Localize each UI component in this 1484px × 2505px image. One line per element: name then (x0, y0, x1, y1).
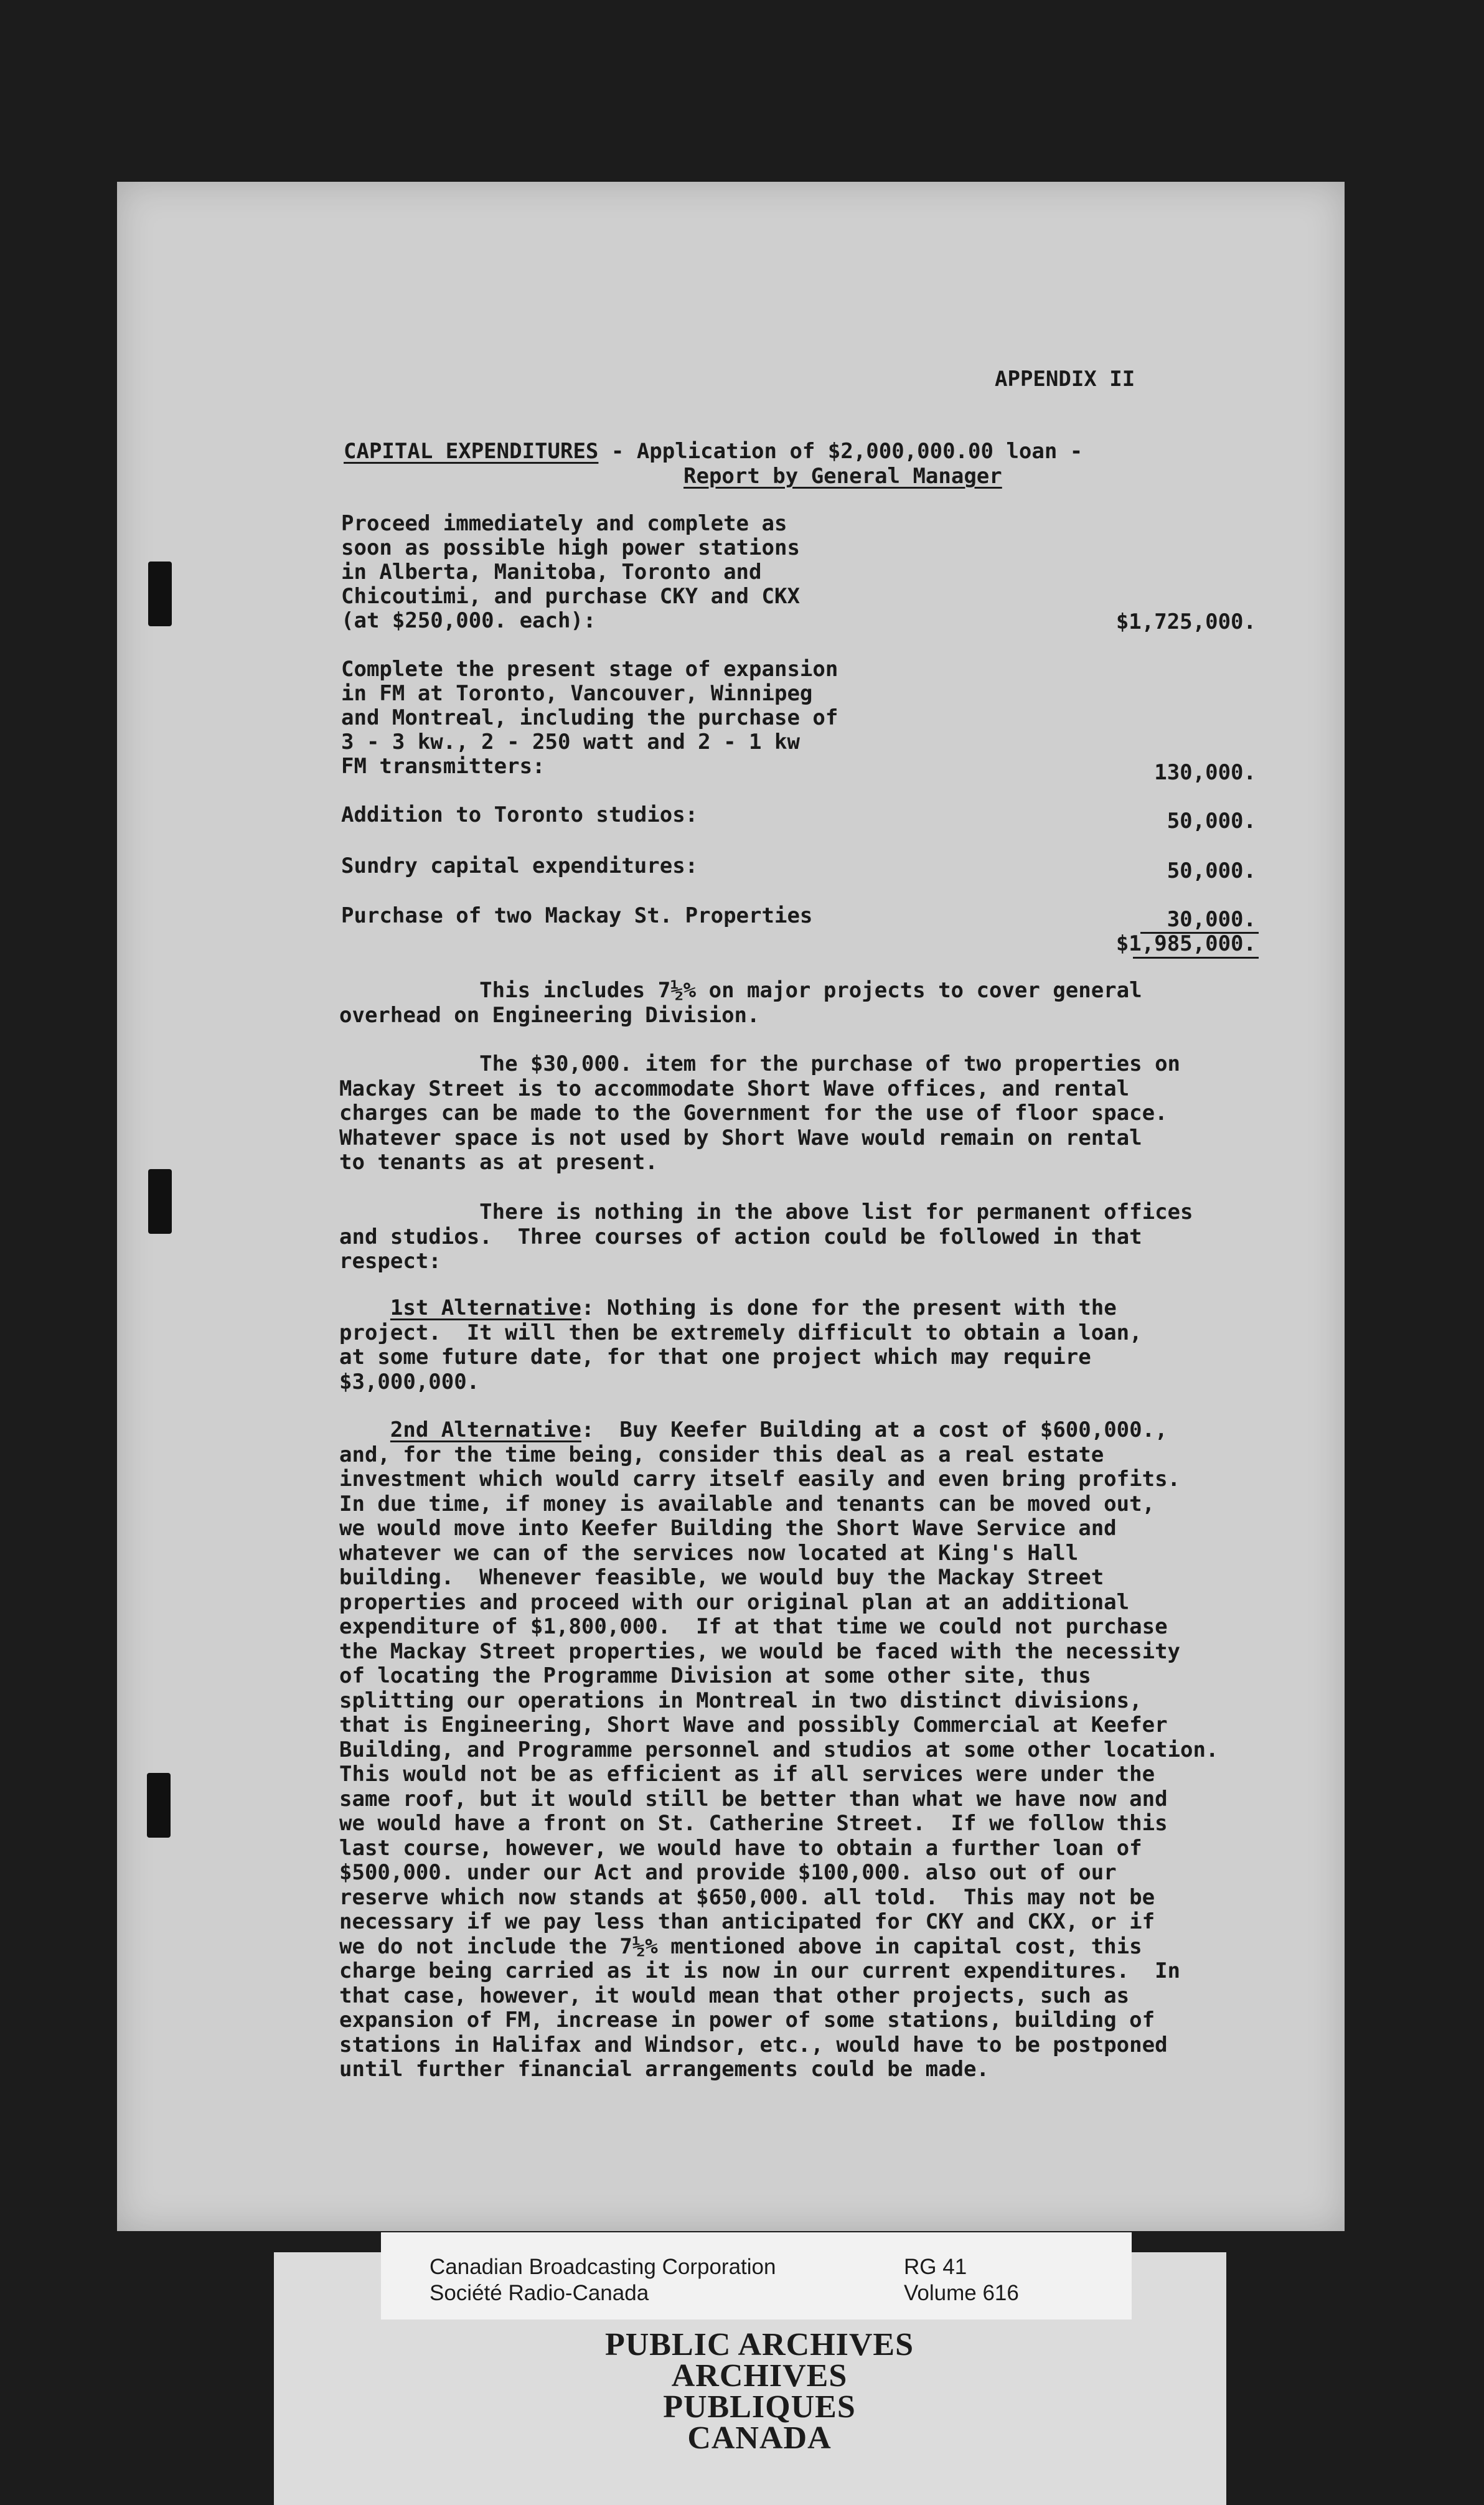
item-amount-4: 50,000. (1167, 858, 1256, 883)
heading-title: CAPITAL EXPENDITURES (344, 439, 599, 464)
item-description: Addition to Toronto studios: (341, 802, 698, 827)
alternative-1-text: : Nothing is done for the present with the project. It will then be extremely difficult to obtain a loan, at some future date, for that one project which may require $3,000,000. (339, 1295, 1142, 1394)
appendix-label: APPENDIX II (995, 367, 1135, 392)
paragraph-courses: There is nothing in the above list for permanent offices and studios. Three courses of action could be followed in that respect: (339, 1200, 1193, 1274)
item-amount-1: $1,725,000. (1115, 609, 1256, 634)
item-amount-2: 130,000. (1154, 760, 1256, 785)
stamp-line-1: PUBLIC ARCHIVES (604, 2327, 914, 2362)
punch-hole-middle (148, 1169, 172, 1234)
expenditure-item-5 (341, 904, 812, 928)
paragraph-mackay: The $30,000. item for the purchase of two properties on Mackay Street is to accommodate Short Wave offices, and rental charges can be made to the Government for the use of floor space. Whatever space is not used by Short Wave would remain on rental to tenants as at present. (339, 1051, 1181, 1175)
stamp-line-2: ARCHIVES PUBLIQUES (663, 2358, 856, 2425)
heading-subtitle-part1: - Application of $2,000,000.00 loan - (598, 439, 1083, 464)
archive-org-french: Société Radio-Canada (430, 2281, 649, 2305)
paragraph-overhead: This includes 7½% on major projects to cover general overhead on Engineering Division. (339, 978, 1142, 1028)
total-amount: $1,985,000. (1115, 931, 1256, 956)
expenditure-item-3 (341, 803, 698, 827)
item-description: Proceed immediately and complete as soon as possible high power stations in Alberta, Manitoba, Toronto and Chicoutimi, and purchase CKY and CKX (at $250,000. each): (341, 511, 800, 633)
item-description: Complete the present stage of expansion in FM at Toronto, Vancouver, Winnipeg and Montreal, including the purchase of 3 - 3 kw., 2 - 250 watt and 2 - 1 kw FM transmitters: (341, 657, 838, 779)
archive-org-english: Canadian Broadcasting Corporation (430, 2255, 776, 2279)
paragraph-alternative-1 (339, 1296, 1310, 1394)
archive-record-group: RG 41 (904, 2255, 967, 2279)
item-amount-5: 30,000. (1167, 907, 1256, 932)
total-underline (1133, 957, 1259, 959)
alternative-1-label: 1st Alternative (390, 1295, 581, 1320)
expenditure-item-1 (341, 512, 800, 633)
stamp-line-3: CANADA (687, 2420, 832, 2456)
item-description: Purchase of two Mackay St. Properties (341, 903, 813, 928)
heading-subtitle-part2: Report by General Manager (683, 464, 1002, 489)
expenditure-item-2 (341, 657, 838, 779)
archive-stamp (585, 2329, 934, 2454)
alternative-2-text: : Buy Keefer Building at a cost of $600,000., and, for the time being, consider this deal as a real estate investment which would carry itself easily and even bring profits. In due time, if money is available and tenants can be moved out, we would move into Keefer Building the Short Wave Service and whatever we can of the services now located at King's Hall building. Whenever feasible, we would buy the Mackay Street properties and proceed with our original plan at an additional expenditure of $1,800,000. If at that time we could not purchase the Mackay Street properties, we would be faced with the necessity of locating the Programme Division at some other site, thus splitting our operations in Montreal in two distinct divisions, that is Engineering, Short Wave and possibly Commercial at Keefer Building, and Programme personnel and studios at some other location. This would not be as efficient as if all services were under the same roof, but it would still be better than what we have now and we would have a front on St. Catherine Street. If we follow this last course, however, we would have to obtain a further loan of $500,000. under our Act and provide $100,000. also out of our reserve which now stands at $650,000. all told. This may not be necessary if we pay less than anticipated for CKY and CKX, or if we do not include the 7½% mentioned above in capital cost, this charge being carried as it is now in our current expenditures. In that case, however, it would mean that other projects, such as expansion of FM, increase in power of some stations, building of stations in Halifax and Windsor, etc., would have to be postponed until further financial arrangements could be made. (339, 1417, 1219, 2082)
punch-hole-top (148, 562, 172, 626)
paragraph-alternative-2 (339, 1418, 1310, 2082)
punch-hole-bottom (147, 1773, 171, 1838)
heading-line-1 (344, 439, 1082, 464)
item-amount-3: 50,000. (1167, 809, 1256, 834)
alternative-2-label: 2nd Alternative (390, 1417, 581, 1442)
item-description: Sundry capital expenditures: (341, 853, 698, 878)
expenditure-item-4 (341, 854, 698, 878)
archive-volume: Volume 616 (904, 2281, 1019, 2305)
